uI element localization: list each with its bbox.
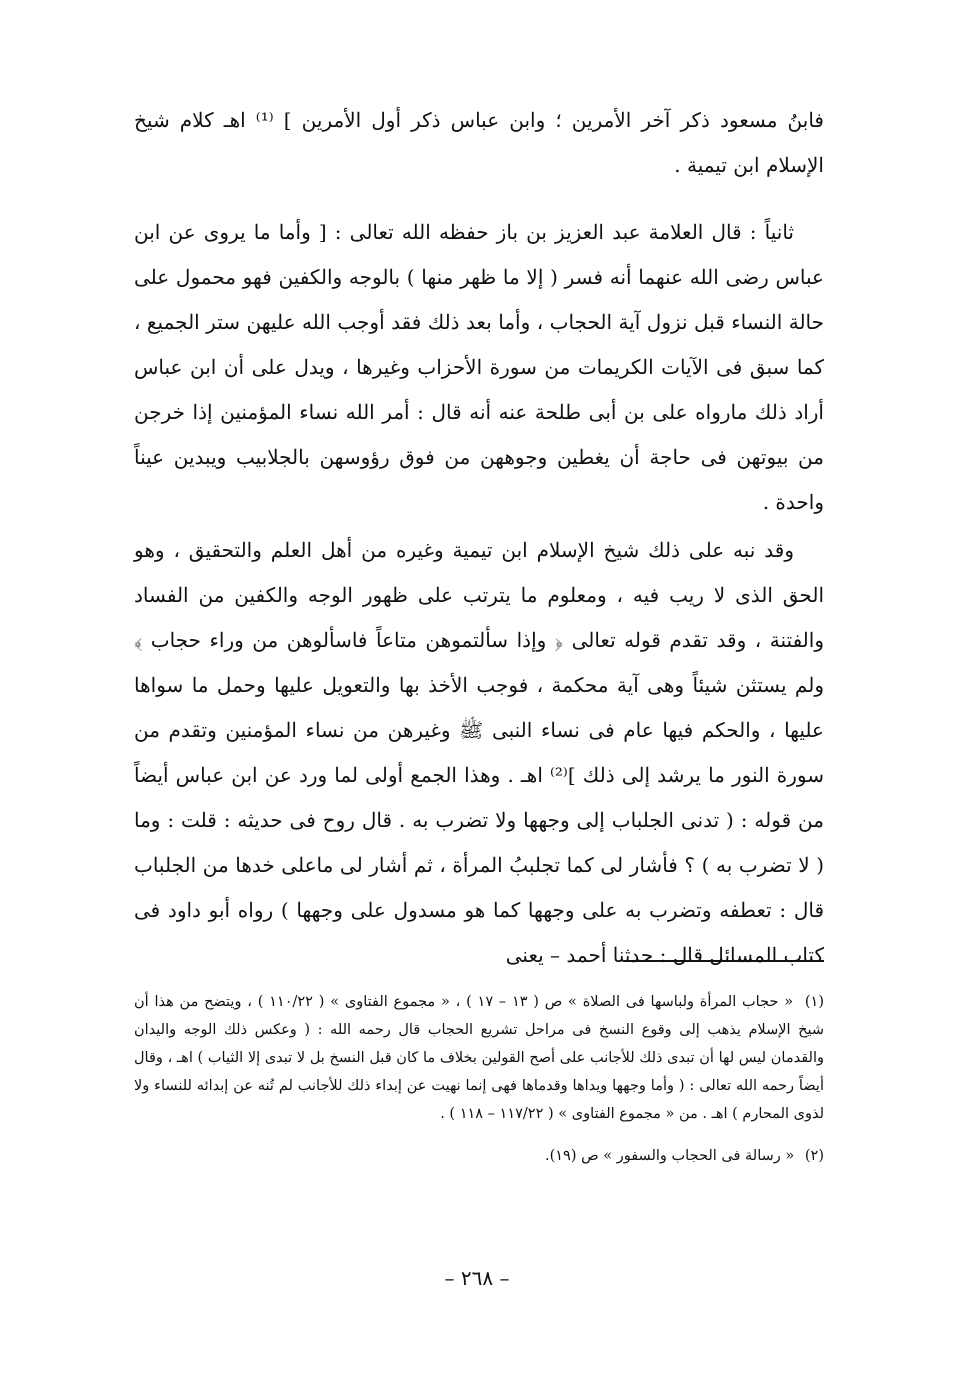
- footnote: [134, 1142, 824, 1170]
- page-number: – ٢٦٨ –: [444, 1266, 510, 1290]
- footnotes-section: [134, 988, 824, 1170]
- footnote-separator: [624, 960, 824, 962]
- paragraph-text: فابنُ مسعود ذكر آخر الأمرين ؛ وابن عباس ذكر أول الأمرين ] ⁽¹⁾ اهـ كلام شيخ الإسلام ابن تيمية .: [134, 108, 824, 177]
- paragraph-text: ثانياً : قال العلامة عبد العزيز بن باز حفظه الله تعالى : [ وأما ما يروى عن ابن عباس رضى الله عنهما أنه فسر ( إلا ما ظهر منها ) بالوجه والكفين فهو محمول على حالة النساء قبل نزول آية الحجاب ، وأما بعد ذلك فقد أوجب الله عليهن ستر الجميع ، كما سبق فى الآيات الكريمات من سورة الأحزاب وغيرها ، ويدل على أن ابن عباس أراد ذلك مارواه على بن أبى طلحة عنه أنه قال : أمر الله نساء المؤمنين إذا خرجن من بيوتهن فى حاجة أن يغطين وجوههن من فوق رؤوسهن بالجلابيب ويبدين عيناً واحدة .: [134, 220, 824, 514]
- footnote: [134, 988, 824, 1128]
- body-paragraph: [134, 98, 824, 188]
- footnote-number: (١): [804, 994, 824, 1010]
- body-paragraph: [134, 528, 824, 978]
- footnote-number: (٢): [804, 1148, 824, 1164]
- paragraph-text: وقد نبه على ذلك شيخ الإسلام ابن تيمية وغيره من أهل العلم والتحقيق ، وهو الحق الذى لا ريب فيه ، ومعلوم ما يترتب على ظهور الوجه والكفين من الفساد والفتنة ، وقد تقدم قوله تعالى ﴿ وإذا سألتموهن متاعاً فاسألوهن من وراء حجاب ﴾ ولم يستثن شيئاً وهى آية محكمة ، فوجب الأخذ بها والتعويل عليها وحمل ما سواها عليها ، والحكم فيها عام فى نساء النبى ﷺ وغيرهن من نساء المؤمنين وتقدم من سورة النور ما يرشد إلى ذلك ]⁽²⁾ اهـ . وهذا الجمع أولى لما ورد عن ابن عباس أيضاً من قوله : ( تدنى الجلباب إلى وجهها ولا تضرب به . قال روح فى حديثه : قلت : وما ( لا تضرب به ) ؟ فأشار لى كما تجلببُ المرأة ، ثم أشار لى ماعلى خدها من الجلباب قال : تعطفه وتضرب به على وجهها كما هو مسدول على وجهها ) رواه أبو داود فى كتاب المسائل قال : حدثنا أحمد – يعنى: [134, 538, 824, 967]
- body-paragraph: [134, 210, 824, 525]
- footnote-text: « حجاب المرأة ولباسها فى الصلاة » ص ( ١٣ – ١٧ ) ، « مجموع الفتاوى » ( ١١٠/٢٢ ) ، ويتضح من هذا أن شيخ الإسلام يذهب إلى وقوع النسخ فى مراحل تشريع الحجاب قال رحمه الله : ( وعكس ذلك الوجه واليدان والقدمان ليس لها أن تبدى ذلك للأجانب على أصح القولين بخلاف ما كان قبل النسخ بل لا تبدى إلا الثياب ) اهـ ، وقال أيضاً رحمه الله تعالى : ( وأما وجهها ويداها وقدماها فهى إنما نهيت عن إبداء ذلك للأجانب لم تُنه عن إبدائه للنساء ولا لذوى المحارم ) اهـ . من « مجموع الفتاوى » ( ١١٧/٢٢ – ١١٨ ) .: [134, 994, 824, 1122]
- footnote-text: « رسالة فى الحجاب والسفور » ص (١٩).: [544, 1148, 795, 1164]
